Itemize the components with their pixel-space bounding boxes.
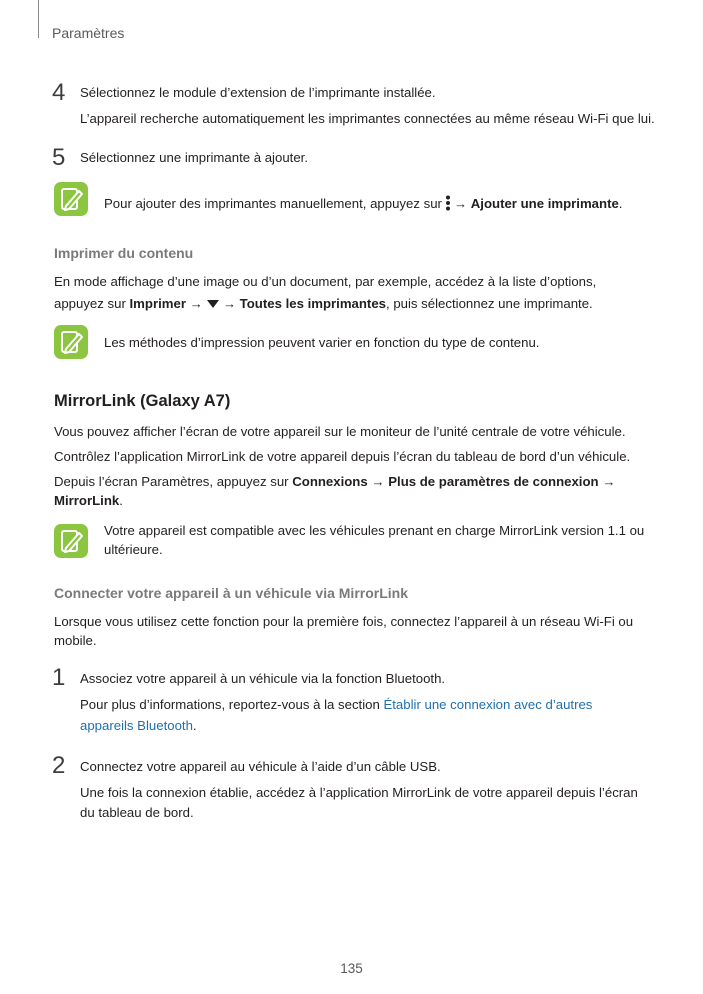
note-3-line-1: Votre appareil est compatible avec les véhicules prenant en charge MirrorLink version 1.1 ou [104, 523, 645, 538]
note-pencil-icon [54, 524, 88, 558]
step-1-text: Associez votre appareil à un véhicule via la fonction Bluetooth. [80, 671, 446, 686]
mirrorlink-para-3-line-1: Depuis l’écran Paramètres, appuyez sur Connexions → Plus de paramètres de connexion → [54, 474, 616, 489]
connect-heading: Connecter votre appareil à un véhicule via MirrorLink [54, 585, 408, 601]
header-rule [38, 0, 39, 38]
mirrorlink-para-3-line-2: MirrorLink. [54, 493, 123, 508]
step-2-text: Connectez votre appareil au véhicule à l’aide d’un câble USB. [80, 759, 441, 774]
note-3-line-2: ultérieure. [104, 542, 163, 557]
note-pencil-icon [54, 182, 88, 216]
print-content-heading: Imprimer du contenu [54, 245, 194, 261]
step-1-sub-line-1: Pour plus d’informations, reportez-vous à la section Établir une connexion avec d’autres [80, 697, 593, 712]
step-1-sub-line-2: appareils Bluetooth. [80, 718, 197, 733]
note-1-text: Pour ajouter des imprimantes manuellement, appuyez sur → Ajouter une imprimante. [104, 196, 623, 211]
step-4-subtext: L’appareil recherche automatiquement les imprimantes connectées au même réseau Wi-Fi que lui. [80, 111, 655, 126]
more-options-icon [445, 195, 451, 211]
mirrorlink-para-1: Vous pouvez afficher l’écran de votre appareil sur le moniteur de l’unité centrale de votre véhicule. [54, 424, 626, 439]
dropdown-triangle-icon [206, 299, 220, 309]
connect-line-2: mobile. [54, 633, 97, 648]
page-number: 135 [340, 961, 363, 976]
bluetooth-section-link-cont[interactable]: appareils Bluetooth [80, 718, 193, 733]
step-number-4: 4 [52, 79, 66, 106]
step-5-text: Sélectionnez une imprimante à ajouter. [80, 150, 308, 165]
step-4-text: Sélectionnez le module d’extension de l’imprimante installée. [80, 85, 436, 100]
connect-line-1: Lorsque vous utilisez cette fonction pour la première fois, connectez l’appareil à un réseau Wi-Fi ou [54, 614, 634, 629]
note-pencil-icon [54, 325, 88, 359]
mirrorlink-heading: MirrorLink (Galaxy A7) [54, 392, 231, 410]
page-header-title: Paramètres [52, 25, 125, 41]
step-number-1: 1 [52, 664, 66, 691]
note-2-text: Les méthodes d’impression peuvent varier en fonction du type de contenu. [104, 335, 540, 350]
print-content-line-1: En mode affichage d’une image ou d’un document, par exemple, accédez à la liste d’options, [54, 274, 597, 289]
mirrorlink-para-2: Contrôlez l’application MirrorLink de votre appareil depuis l’écran du tableau de bord d’un véhicule. [54, 449, 631, 464]
bluetooth-section-link[interactable]: Établir une connexion avec d’autres [383, 697, 593, 712]
step-number-5: 5 [52, 144, 66, 171]
step-2-sub-line-2: du tableau de bord. [80, 805, 194, 820]
print-content-line-2: appuyez sur Imprimer → → Toutes les imprimantes, puis sélectionnez une imprimante. [54, 296, 593, 311]
step-2-sub-line-1: Une fois la connexion établie, accédez à l’application MirrorLink de votre appareil depuis l’écran [80, 785, 638, 800]
step-number-2: 2 [52, 752, 66, 779]
